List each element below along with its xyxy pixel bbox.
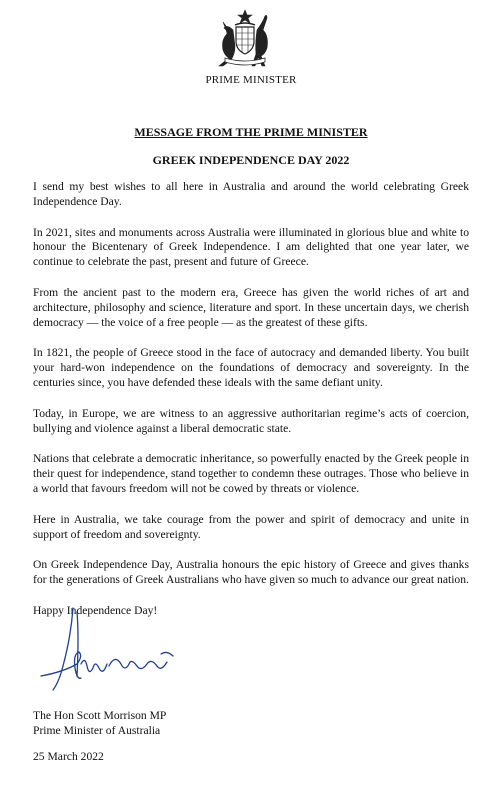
paragraph-3: From the ancient past to the modern era, Greece has given the world riches of art and architecture, philosophy and science, literature and sport. In these uncertain days, we cherish democracy — the voice of a free people — as the greatest of these gifts. xyxy=(33,285,469,329)
paragraph-2: In 2021, sites and monuments across Australia were illuminated in glorious blue and white to honour the Bicentenary of Greek Independence. I am delighted that one year later, we continue to celebrate the past, present and future of Greece. xyxy=(33,225,469,269)
page-subtitle: GREEK INDEPENDENCE DAY 2022 xyxy=(152,153,350,167)
signature-block xyxy=(33,709,166,739)
paragraph-7: Here in Australia, we take courage from the power and spirit of democracy and unite in support of freedom and sovereignty. xyxy=(33,512,469,541)
letter-body xyxy=(33,180,469,635)
signature-image xyxy=(33,606,193,698)
coat-of-arms-icon xyxy=(205,8,285,70)
paragraph-8: On Greek Independence Day, Australia honours the epic history of Greece and gives thanks for the generations of Greek Australians who have given so much to advance our great nation. xyxy=(33,558,469,587)
letter-date: 25 March 2022 xyxy=(33,750,104,763)
office-label: PRIME MINISTER xyxy=(205,74,297,86)
signer-position: Prime Minister of Australia xyxy=(33,723,161,737)
closing-line: Happy Independence Day! xyxy=(33,603,158,617)
page-title: MESSAGE FROM THE PRIME MINISTER xyxy=(134,125,368,139)
paragraph-1: I send my best wishes to all here in Australia and around the world celebrating Greek Independence Day. xyxy=(33,180,469,208)
paragraph-5: Today, in Europe, we are witness to an aggressive authoritarian regime’s acts of coercion, bullying and violence against a liberal democratic state. xyxy=(33,406,469,435)
paragraph-4: In 1821, the people of Greece stood in the face of autocracy and demanded liberty. You built your hard-won independence on the foundations of democracy and sovereignty. In the centuries since, you have defended these ideals with the same defiant unity. xyxy=(33,346,469,389)
paragraph-6: Nations that celebrate a democratic inheritance, so powerfully enacted by the Greek people in their quest for independence, stand together to condemn these outrages. Those who believe in a world that favours freedom will not be cowed by threats or violence. xyxy=(33,452,469,495)
signer-name: The Hon Scott Morrison MP xyxy=(33,709,167,722)
